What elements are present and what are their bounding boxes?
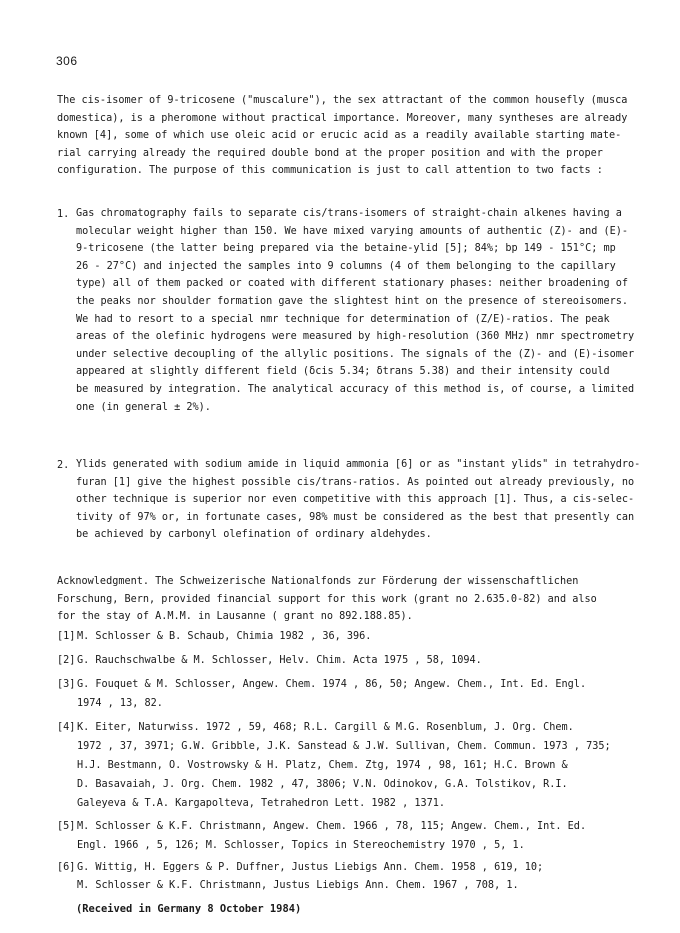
item-line: 9-tricosene (the latter being prepared via the betaine-ylid [5]; 84%; bp 149 - 151°C; mp (76, 243, 616, 255)
item-number: 1. (57, 209, 70, 220)
item-line: We had to resort to a special nmr technique for determination of (Z/E)-ratios. The peak (76, 313, 610, 325)
intro-paragraph (57, 92, 627, 180)
item-line: tivity of 97% or, in fortunate cases, 98% must be considered as the best that presently can (76, 511, 635, 523)
item-line: areas of the olefinic hydrogens were measured by high-resolution (360 MHz) nmr spectrometry (76, 331, 635, 343)
item-line: the peaks nor shoulder formation gave the slightest hint on the presence of stereoisomers. (76, 295, 629, 307)
reference-tag: [5] (57, 821, 76, 832)
item-1-body (76, 205, 636, 416)
acknowledgment-line: for the stay of A.M.M. in Lausanne ( grant no 892.188.85). (57, 611, 413, 623)
item-number: 2. (57, 460, 70, 471)
reference-text: G. Fouquet & M. Schlosser, Angew. Chem. 1974 , 86, 50; Angew. Chem., Int. Ed. Engl. (77, 679, 587, 690)
item-line: Gas chromatography fails to separate cis/trans-isomers of straight-chain alkenes having a (76, 208, 622, 219)
reference-tag: [4] (57, 722, 76, 733)
item-line: Ylids generated with sodium amide in liquid ammonia [6] or as "instant ylids" in tetrahydro- (76, 459, 641, 470)
reference-text: D. Basavaiah, J. Org. Chem. 1982 , 47, 3806; V.N. Odinokov, G.A. Tolstikov, R.I. (77, 779, 568, 790)
acknowledgment (57, 573, 627, 626)
item-line: 26 - 27°C) and injected the samples into 9 columns (4 of them belonging to the capillary (76, 260, 616, 272)
intro-line: known [4], some of which use oleic acid or erucic acid as a readily available starting mate- (57, 130, 622, 142)
reference-text: K. Eiter, Naturwiss. 1972 , 59, 468; R.L. Cargill & M.G. Rosenblum, J. Org. Chem. (77, 722, 574, 733)
item-line: appeared at slightly different field (δcis 5.34; δtrans 5.38) and their intensity could (76, 366, 610, 378)
reference-text: Engl. 1966 , 5, 126; M. Schlosser, Topics in Stereochemistry 1970 , 5, 1. (77, 840, 525, 851)
reference-tag: [1] (57, 631, 76, 642)
item-2-body (76, 456, 641, 544)
item-line: be measured by integration. The analytical accuracy of this method is, of course, a limited (76, 383, 635, 395)
reference-text: 1972 , 37, 3971; G.W. Gribble, J.K. Sanstead & J.W. Sullivan, Chem. Commun. 1973 , 735; (77, 741, 611, 752)
reference-text: M. Schlosser & B. Schaub, Chimia 1982 , 36, 396. (77, 631, 372, 642)
reference-text: G. Wittig, H. Eggers & P. Duffner, Justus Liebigs Ann. Chem. 1958 , 619, 10; (77, 862, 544, 873)
item-line: furan [1] give the highest possible cis/trans-ratios. As pointed out already previously, no (76, 476, 635, 488)
item-line: type) all of them packed or coated with different stationary phases: neither broadening of (76, 278, 629, 290)
reference-text: Galeyeva & T.A. Kargapolteva, Tetrahedron Lett. 1982 , 1371. (77, 798, 446, 809)
item-line: one (in general ± 2%). (76, 401, 211, 413)
item-line: molecular weight higher than 150. We have mixed varying amounts of authentic (Z)- and (E)- (76, 225, 629, 237)
acknowledgment-line: Forschung, Bern, provided financial support for this work (grant no 2.635.0-82) and also (57, 593, 597, 605)
reference-tag: [3] (57, 679, 76, 690)
intro-line: configuration. The purpose of this communication is just to call attention to two facts : (57, 165, 603, 177)
acknowledgment-line: Acknowledgment. The Schweizerische Nationalfonds zur Förderung der wissenschaftlichen (57, 576, 579, 587)
item-line: other technique is superior nor even competitive with this approach [1]. Thus, a cis-selec- (76, 494, 635, 506)
reference-text: M. Schlosser & K.F. Christmann, Angew. Chem. 1966 , 78, 115; Angew. Chem., Int. Ed. (77, 821, 587, 832)
intro-line: The cis-isomer of 9-tricosene ("muscalure"), the sex attractant of the common housefly (musca (57, 95, 628, 106)
received-date: (Received in Germany 8 October 1984) (76, 903, 302, 915)
reference-text: H.J. Bestmann, O. Vostrowsky & H. Platz, Chem. Ztg, 1974 , 98, 161; H.C. Brown & (77, 760, 568, 771)
page-number: 306 (56, 54, 78, 68)
reference-tag: [6] (57, 862, 76, 873)
item-line: be achieved by carbonyl olefination of ordinary aldehydes. (76, 529, 432, 541)
reference-text: 1974 , 13, 82. (77, 698, 163, 709)
reference-tag: [2] (57, 655, 76, 666)
reference-text: G. Rauchschwalbe & M. Schlosser, Helv. Chim. Acta 1975 , 58, 1094. (77, 655, 482, 666)
intro-line: rial carrying already the required double bond at the proper position and with the proper (57, 147, 603, 159)
item-line: under selective decoupling of the allylic positions. The signals of the (Z)- and (E)-isomer (76, 348, 635, 360)
intro-line: domestica), is a pheromone without practical importance. Moreover, many syntheses are already (57, 112, 628, 124)
reference-text: M. Schlosser & K.F. Christmann, Justus Liebigs Ann. Chem. 1967 , 708, 1. (77, 880, 519, 891)
